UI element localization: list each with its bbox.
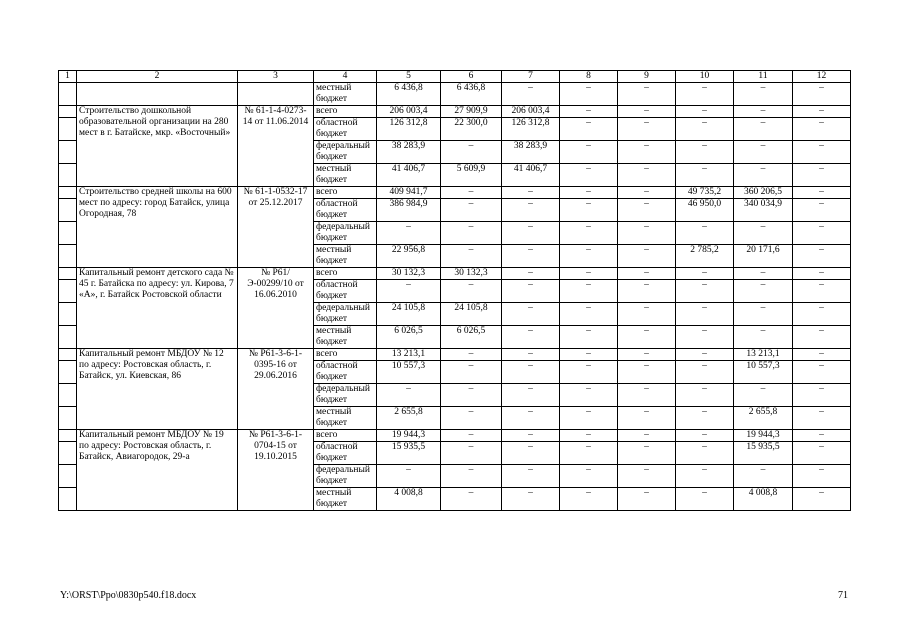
value-cell: – [676, 222, 734, 245]
value-cell: – [618, 465, 676, 488]
table-row [59, 349, 851, 361]
row-index-cell [59, 141, 77, 164]
row-index-cell [59, 280, 77, 303]
value-cell: – [793, 407, 851, 430]
value-cell: 2 655,8 [734, 407, 793, 430]
column-number: 9 [618, 71, 676, 83]
value-cell: – [618, 361, 676, 384]
document-cell: № 61-1-0532-17 от 25.12.2017 [238, 187, 314, 268]
value-cell: – [618, 141, 676, 164]
value-cell: – [441, 465, 502, 488]
value-cell: – [793, 430, 851, 442]
value-cell: – [793, 361, 851, 384]
value-cell: 386 984,9 [377, 199, 441, 222]
budget-source-cell: областной бюджет [314, 361, 377, 384]
budget-source-cell: федеральный бюджет [314, 303, 377, 326]
value-cell: – [441, 349, 502, 361]
value-cell: – [560, 187, 618, 199]
column-number: 6 [441, 71, 502, 83]
value-cell: – [502, 83, 560, 106]
value-cell: – [793, 465, 851, 488]
budget-source-cell: местный бюджет [314, 245, 377, 268]
value-cell: 10 557,3 [734, 361, 793, 384]
value-cell: – [618, 349, 676, 361]
value-cell: – [676, 164, 734, 187]
value-cell: – [676, 303, 734, 326]
value-cell: – [618, 245, 676, 268]
value-cell: – [560, 442, 618, 465]
document-cell: № Р61-3-6-1-0395-16 от 29.06.2016 [238, 349, 314, 430]
value-cell: 206 003,4 [502, 106, 560, 118]
value-cell: – [560, 222, 618, 245]
value-cell: 6 436,8 [441, 83, 502, 106]
value-cell: 2 655,8 [377, 407, 441, 430]
table-row [59, 187, 851, 199]
value-cell: – [793, 118, 851, 141]
value-cell: – [502, 442, 560, 465]
row-index-cell [59, 164, 77, 187]
value-cell: – [734, 465, 793, 488]
investment-table [58, 70, 851, 511]
value-cell: – [676, 106, 734, 118]
row-index-cell [59, 303, 77, 326]
value-cell: 15 935,5 [734, 442, 793, 465]
value-cell: – [377, 280, 441, 303]
value-cell: – [734, 222, 793, 245]
value-cell: – [560, 118, 618, 141]
value-cell: – [502, 268, 560, 280]
value-cell: – [560, 280, 618, 303]
value-cell: – [502, 245, 560, 268]
value-cell: – [618, 407, 676, 430]
column-number: 8 [560, 71, 618, 83]
value-cell: 6 026,5 [441, 326, 502, 349]
value-cell: – [441, 280, 502, 303]
value-cell: – [441, 187, 502, 199]
value-cell: – [793, 384, 851, 407]
value-cell: – [441, 488, 502, 511]
value-cell: – [734, 106, 793, 118]
project-name-cell [77, 83, 238, 106]
value-cell: – [618, 199, 676, 222]
value-cell: 20 171,6 [734, 245, 793, 268]
project-name-cell: Капитальный ремонт МБДОУ № 12 по адресу: Ростовская область, г. Батайск, ул. Киевская, 86 [77, 349, 238, 430]
value-cell: 22 300,0 [441, 118, 502, 141]
value-cell: – [618, 118, 676, 141]
budget-source-cell: областной бюджет [314, 199, 377, 222]
value-cell: 126 312,8 [502, 118, 560, 141]
value-cell: – [441, 361, 502, 384]
document-cell: № Р61-3-6-1-0704-15 от 19.10.2015 [238, 430, 314, 511]
budget-source-cell: местный бюджет [314, 488, 377, 511]
value-cell: – [560, 164, 618, 187]
value-cell: – [560, 488, 618, 511]
value-cell: 10 557,3 [377, 361, 441, 384]
row-index-cell [59, 83, 77, 106]
value-cell: – [560, 106, 618, 118]
column-number: 11 [734, 71, 793, 83]
value-cell: – [560, 303, 618, 326]
row-index-cell [59, 106, 77, 118]
budget-source-cell: областной бюджет [314, 442, 377, 465]
value-cell: – [618, 442, 676, 465]
value-cell: – [502, 349, 560, 361]
row-index-cell [59, 442, 77, 465]
project-name-cell: Капитальный ремонт МБДОУ № 19 по адресу: Ростовская область, г. Батайск, Авиагородок, 29-а [77, 430, 238, 511]
value-cell: 38 283,9 [502, 141, 560, 164]
value-cell: – [502, 384, 560, 407]
value-cell: – [793, 83, 851, 106]
column-number: 7 [502, 71, 560, 83]
value-cell: – [793, 141, 851, 164]
value-cell: – [560, 199, 618, 222]
budget-source-cell: местный бюджет [314, 407, 377, 430]
budget-source-cell: всего [314, 106, 377, 118]
row-index-cell [59, 465, 77, 488]
value-cell: 6 436,8 [377, 83, 441, 106]
document-cell: № Р61/Э-00299/10 от 16.06.2010 [238, 268, 314, 349]
value-cell: – [560, 83, 618, 106]
value-cell: – [377, 384, 441, 407]
value-cell: – [793, 488, 851, 511]
value-cell: – [793, 106, 851, 118]
budget-source-cell: областной бюджет [314, 118, 377, 141]
value-cell: – [676, 488, 734, 511]
row-index-cell [59, 245, 77, 268]
budget-source-cell: всего [314, 349, 377, 361]
value-cell: – [734, 280, 793, 303]
value-cell: – [734, 384, 793, 407]
row-index-cell [59, 349, 77, 361]
value-cell: – [618, 164, 676, 187]
value-cell: – [734, 118, 793, 141]
value-cell: 19 944,3 [734, 430, 793, 442]
value-cell: 340 034,9 [734, 199, 793, 222]
value-cell: 24 105,8 [441, 303, 502, 326]
value-cell: – [734, 303, 793, 326]
value-cell: – [676, 361, 734, 384]
value-cell: 360 206,5 [734, 187, 793, 199]
table-row [59, 83, 851, 106]
value-cell: – [441, 384, 502, 407]
value-cell: 206 003,4 [377, 106, 441, 118]
value-cell: – [618, 488, 676, 511]
page-number: 71 [838, 590, 848, 601]
value-cell: 41 406,7 [377, 164, 441, 187]
value-cell: – [618, 83, 676, 106]
value-cell: – [502, 199, 560, 222]
budget-source-cell: местный бюджет [314, 83, 377, 106]
value-cell: – [618, 106, 676, 118]
row-index-cell [59, 407, 77, 430]
value-cell: – [676, 141, 734, 164]
value-cell: – [734, 326, 793, 349]
row-index-cell [59, 268, 77, 280]
column-number-row [59, 71, 851, 83]
value-cell: – [377, 222, 441, 245]
column-number: 4 [314, 71, 377, 83]
table-row [59, 430, 851, 442]
value-cell: – [618, 384, 676, 407]
project-name-cell: Строительство дошкольной образовательной организации на 280 мест в г. Батайске, мкр. «Восточный» [77, 106, 238, 187]
value-cell: – [618, 187, 676, 199]
value-cell: – [502, 465, 560, 488]
value-cell: – [793, 268, 851, 280]
row-index-cell [59, 326, 77, 349]
value-cell: – [676, 407, 734, 430]
value-cell: – [441, 199, 502, 222]
row-index-cell [59, 430, 77, 442]
column-number: 10 [676, 71, 734, 83]
budget-source-cell: федеральный бюджет [314, 222, 377, 245]
value-cell: 22 956,8 [377, 245, 441, 268]
value-cell: – [560, 141, 618, 164]
value-cell: 24 105,8 [377, 303, 441, 326]
value-cell: – [502, 303, 560, 326]
row-index-cell [59, 222, 77, 245]
value-cell: – [676, 326, 734, 349]
budget-source-cell: местный бюджет [314, 326, 377, 349]
document-file-path: Y:\ORST\Ppo\0830p540.f18.docx [60, 590, 197, 601]
value-cell: – [560, 326, 618, 349]
value-cell: – [618, 430, 676, 442]
value-cell: – [793, 280, 851, 303]
column-number: 1 [59, 71, 77, 83]
value-cell: – [560, 268, 618, 280]
value-cell: 49 735,2 [676, 187, 734, 199]
value-cell: 409 941,7 [377, 187, 441, 199]
value-cell: – [560, 349, 618, 361]
value-cell: – [441, 245, 502, 268]
budget-source-cell: всего [314, 268, 377, 280]
value-cell: – [793, 164, 851, 187]
row-index-cell [59, 384, 77, 407]
value-cell: – [734, 83, 793, 106]
value-cell: 15 935,5 [377, 442, 441, 465]
value-cell: 19 944,3 [377, 430, 441, 442]
value-cell: – [676, 465, 734, 488]
budget-source-cell: местный бюджет [314, 164, 377, 187]
value-cell: – [734, 141, 793, 164]
value-cell: 2 785,2 [676, 245, 734, 268]
value-cell: 13 213,1 [734, 349, 793, 361]
value-cell: – [502, 187, 560, 199]
row-index-cell [59, 199, 77, 222]
value-cell: – [793, 442, 851, 465]
value-cell: – [560, 384, 618, 407]
value-cell: 30 132,3 [377, 268, 441, 280]
budget-source-cell: областной бюджет [314, 280, 377, 303]
value-cell: – [502, 407, 560, 430]
budget-source-cell: всего [314, 430, 377, 442]
project-name-cell: Капитальный ремонт детского сада № 45 г. Батайска по адресу: ул. Кирова, 7 «А», г. Батайск Ростовской области [77, 268, 238, 349]
table-row [59, 106, 851, 118]
column-number: 5 [377, 71, 441, 83]
value-cell: 6 026,5 [377, 326, 441, 349]
value-cell: 38 283,9 [377, 141, 441, 164]
value-cell: – [676, 349, 734, 361]
value-cell: – [793, 303, 851, 326]
value-cell: 41 406,7 [502, 164, 560, 187]
value-cell: – [676, 442, 734, 465]
document-cell: № 61-1-4-0273-14 от 11.06.2014 [238, 106, 314, 187]
value-cell: 13 213,1 [377, 349, 441, 361]
document-cell [238, 83, 314, 106]
value-cell: – [618, 303, 676, 326]
value-cell: – [676, 83, 734, 106]
value-cell: – [618, 268, 676, 280]
value-cell: 27 909,9 [441, 106, 502, 118]
project-name-cell: Строительство средней школы на 600 мест по адресу: город Батайск, улица Огородная, 78 [77, 187, 238, 268]
value-cell: – [441, 141, 502, 164]
value-cell: – [502, 361, 560, 384]
value-cell: – [377, 465, 441, 488]
value-cell: 5 609,9 [441, 164, 502, 187]
value-cell: – [502, 280, 560, 303]
value-cell: – [793, 349, 851, 361]
value-cell: – [441, 407, 502, 430]
value-cell: – [793, 326, 851, 349]
value-cell: – [441, 222, 502, 245]
value-cell: 126 312,8 [377, 118, 441, 141]
value-cell: – [734, 164, 793, 187]
value-cell: 46 950,0 [676, 199, 734, 222]
value-cell: – [676, 118, 734, 141]
table-row [59, 268, 851, 280]
value-cell: – [441, 430, 502, 442]
value-cell: – [793, 199, 851, 222]
value-cell: – [560, 245, 618, 268]
value-cell: – [560, 361, 618, 384]
value-cell: – [441, 442, 502, 465]
value-cell: – [793, 187, 851, 199]
value-cell: – [676, 384, 734, 407]
budget-source-cell: федеральный бюджет [314, 465, 377, 488]
value-cell: – [676, 280, 734, 303]
value-cell: – [560, 430, 618, 442]
budget-source-cell: федеральный бюджет [314, 384, 377, 407]
row-index-cell [59, 488, 77, 511]
value-cell: 30 132,3 [441, 268, 502, 280]
value-cell: – [560, 407, 618, 430]
value-cell: – [618, 280, 676, 303]
row-index-cell [59, 118, 77, 141]
value-cell: – [502, 326, 560, 349]
value-cell: – [734, 268, 793, 280]
budget-source-cell: федеральный бюджет [314, 141, 377, 164]
column-number: 3 [238, 71, 314, 83]
budget-source-cell: всего [314, 187, 377, 199]
value-cell: 4 008,8 [377, 488, 441, 511]
value-cell: – [676, 268, 734, 280]
value-cell: – [793, 222, 851, 245]
value-cell: – [676, 430, 734, 442]
value-cell: – [560, 465, 618, 488]
value-cell: – [618, 222, 676, 245]
value-cell: – [793, 245, 851, 268]
row-index-cell [59, 187, 77, 199]
column-number: 12 [793, 71, 851, 83]
value-cell: – [618, 326, 676, 349]
row-index-cell [59, 361, 77, 384]
value-cell: 4 008,8 [734, 488, 793, 511]
value-cell: – [502, 222, 560, 245]
value-cell: – [502, 488, 560, 511]
value-cell: – [502, 430, 560, 442]
column-number: 2 [77, 71, 238, 83]
